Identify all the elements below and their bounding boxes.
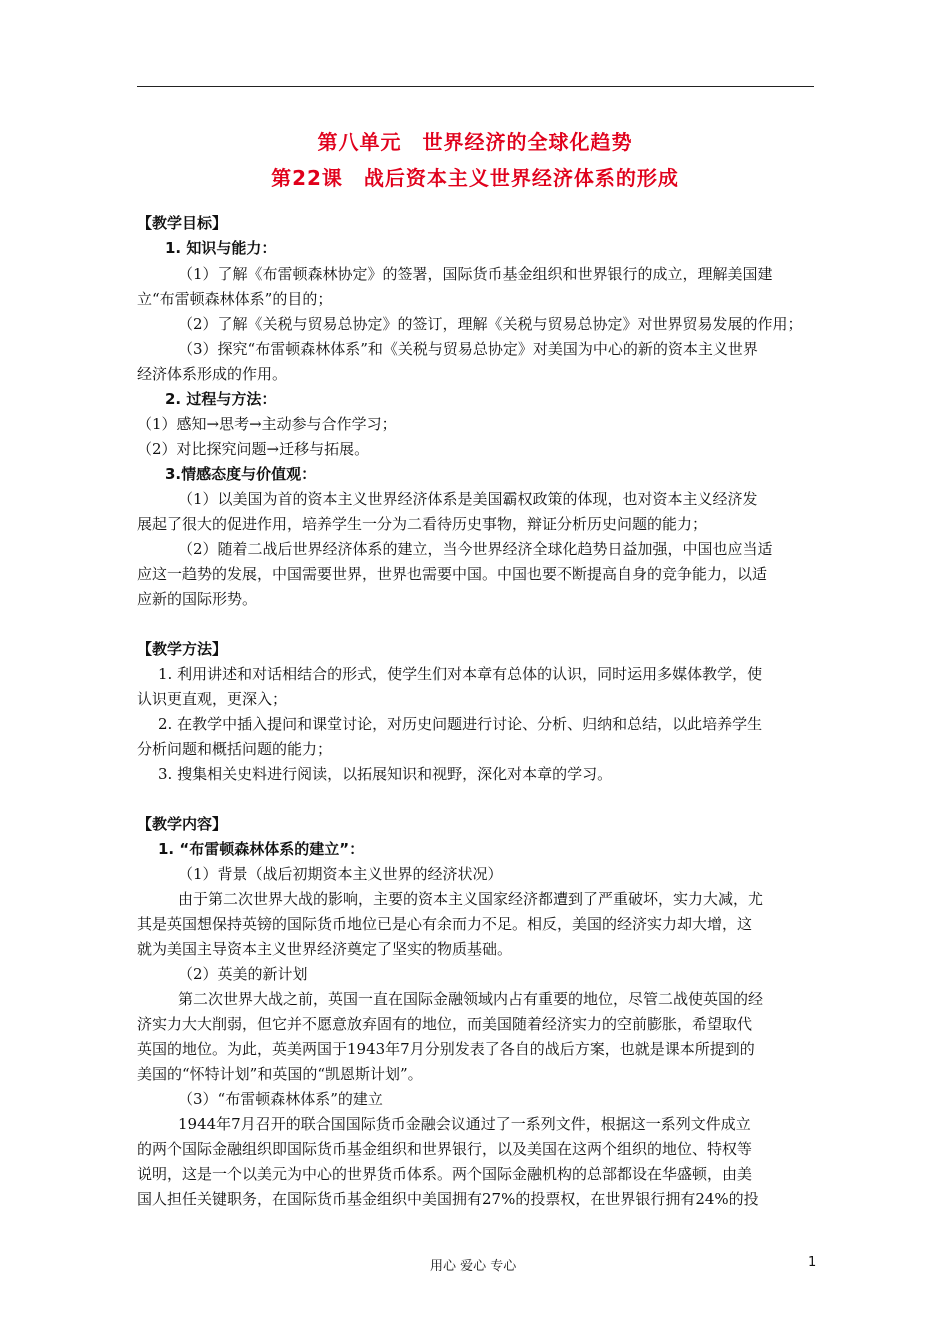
- paragraph-line: 其是英国想保持英镑的国际货币地位已是心有余而力不足。相反，美国的经济实力却大增，这: [137, 915, 753, 933]
- paragraph-line: 1944年7月召开的联合国国际货币金融会议通过了一系列文件，根据这一系列文件成立: [178, 1115, 751, 1133]
- paragraph-line: 第二次世界大战之前，英国一直在国际金融领域内占有重要的地位，尽管二战使英国的经: [178, 990, 764, 1008]
- paragraph-line: （1）了解《布雷顿森林协定》的签署，国际货币基金组织和世界银行的成立，理解美国建: [178, 265, 773, 283]
- paragraph-line: 济实力大大削弱，但它并不愿意放弃固有的地位，而美国随着经济实力的空前膨胀，希望取代: [137, 1015, 753, 1033]
- paragraph-line: 国人担任关键职务，在国际货币基金组织中美国拥有27%的投票权，在世界银行拥有24%的投: [137, 1190, 759, 1208]
- paragraph-line: 立“布雷顿森林体系”的目的；: [137, 290, 333, 308]
- subheading-values: 3.情感态度与价值观：: [165, 465, 317, 483]
- paragraph-line: （3）探究“布雷顿森林体系”和《关税与贸易总协定》对美国为中心的新的资本主义世界: [178, 340, 758, 358]
- subheading-knowledge: 1. 知识与能力：: [165, 239, 277, 257]
- section-heading-content: 【教学内容】: [137, 815, 228, 833]
- paragraph-line: 应这一趋势的发展，中国需要世界，世界也需要中国。中国也要不断提高自身的竞争能力，以适: [137, 565, 768, 583]
- paragraph-line: 说明，这是一个以美元为中心的世界货币体系。两个国际金融机构的总部都设在华盛顿，由美: [137, 1165, 753, 1183]
- header-rule: [137, 86, 814, 87]
- paragraph-line: 分析问题和概括问题的能力；: [137, 740, 333, 758]
- paragraph-line: 英国的地位。为此，英美两国于1943年7月分别发表了各自的战后方案，也就是课本所提到的: [137, 1040, 755, 1058]
- footer-text: 用心 爱心 专心: [430, 1259, 517, 1274]
- paragraph-line: 就为美国主导资本主义世界经济奠定了坚实的物质基础。: [137, 940, 513, 958]
- paragraph-line: 美国的“怀特计划”和英国的“凯恩斯计划”。: [137, 1065, 423, 1083]
- paragraph-line: （3）“布雷顿森林体系”的建立: [178, 1090, 383, 1108]
- paragraph-line: 2. 在教学中插入提问和课堂讨论，对历史问题进行讨论、分析、归纳和总结，以此培养学生: [158, 715, 763, 733]
- paragraph-line: 1. 利用讲述和对话相结合的形式，使学生们对本章有总体的认识，同时运用多媒体教学，使: [158, 665, 763, 683]
- paragraph-line: （2）随着二战后世界经济体系的建立，当今世界经济全球化趋势日益加强，中国也应当适: [178, 540, 773, 558]
- paragraph-line: 由于第二次世界大战的影响，主要的资本主义国家经济都遭到了严重破坏，实力大减，尤: [178, 890, 764, 908]
- paragraph-line: 认识更直观，更深入；: [137, 690, 288, 708]
- subheading-process: 2. 过程与方法：: [165, 390, 277, 408]
- unit-title: 第八单元 世界经济的全球化趋势: [317, 130, 633, 154]
- paragraph-line: （2）了解《关税与贸易总协定》的签订，理解《关税与贸易总协定》对世界贸易发展的作用；: [178, 315, 803, 333]
- paragraph-line: （2）对比探究问题→迁移与拓展。: [137, 440, 370, 458]
- paragraph-line: （2）英美的新计划: [178, 965, 308, 983]
- subheading-bretton-woods: 1. “布雷顿森林体系的建立”：: [158, 840, 365, 858]
- page-number: 1: [808, 1255, 817, 1270]
- paragraph-line: 的两个国际金融组织即国际货币基金组织和世界银行，以及美国在这两个组织的地位、特权等: [137, 1140, 753, 1158]
- section-heading-methods: 【教学方法】: [137, 640, 228, 658]
- paragraph-line: 经济体系形成的作用。: [137, 365, 288, 383]
- paragraph-line: （1）背景（战后初期资本主义世界的经济状况）: [178, 865, 503, 883]
- paragraph-line: （1）以美国为首的资本主义世界经济体系是美国霸权政策的体现，也对资本主义经济发: [178, 490, 758, 508]
- paragraph-line: 3. 搜集相关史料进行阅读，以拓展知识和视野，深化对本章的学习。: [158, 765, 613, 783]
- lesson-title: 第22课 战后资本主义世界经济体系的形成: [271, 166, 679, 190]
- section-heading-objectives: 【教学目标】: [137, 214, 228, 232]
- paragraph-line: 应新的国际形势。: [137, 590, 258, 608]
- paragraph-line: （1）感知→思考→主动参与合作学习；: [137, 415, 397, 433]
- paragraph-line: 展起了很大的促进作用，培养学生一分为二看待历史事物，辩证分析历史问题的能力；: [137, 515, 708, 533]
